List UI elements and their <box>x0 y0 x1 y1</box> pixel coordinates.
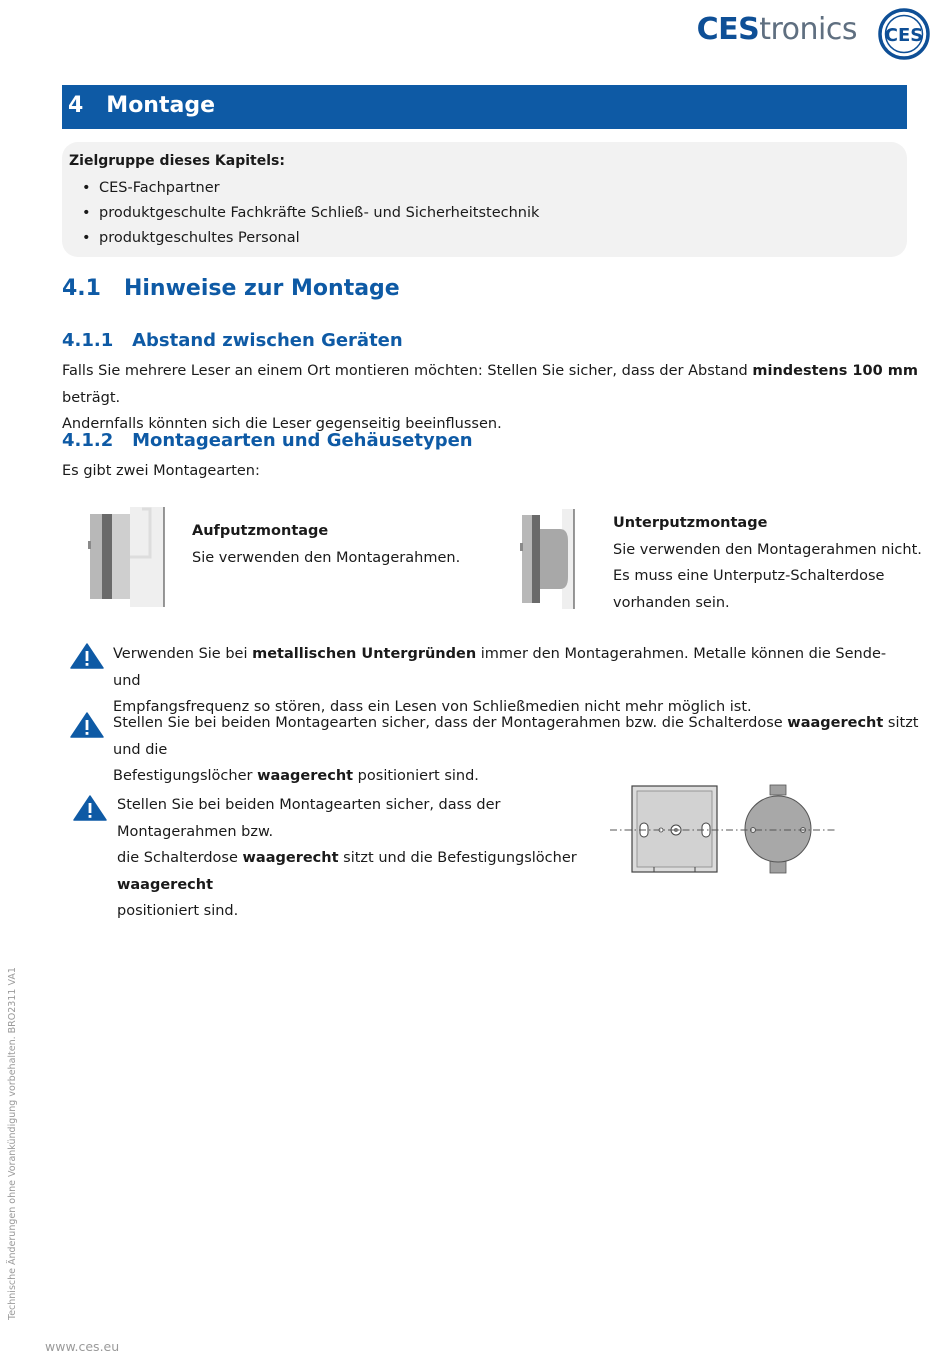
warning-triangle-icon <box>70 643 104 669</box>
footer-url: www.ces.eu <box>45 1339 120 1354</box>
warning-1-line-2: Empfangsfrequenz so stören, dass ein Lesen von Schließmedien nicht mehr möglich ist. <box>113 699 752 715</box>
bold-horizontal: waagerecht <box>117 876 214 893</box>
bold-distance: mindestens 100 mm <box>752 363 918 379</box>
svg-text:CES: CES <box>884 25 924 46</box>
text-span: Befestigungslöcher <box>113 768 258 784</box>
brand-logo-text <box>697 12 857 47</box>
brand-logo-rest: tronics <box>759 12 857 47</box>
warning-3-text <box>117 792 617 925</box>
text-span: immer den Montagerahmen. Metalle können die Sende- und <box>113 646 887 689</box>
bold-horizontal: waagerecht <box>787 715 884 731</box>
target-group-list <box>82 176 539 251</box>
flush-mount-line-2: Es muss eine Unterputz-Schalterdose <box>613 568 885 584</box>
text-span: Falls Sie mehrere Leser an einem Ort montieren möchten: Stellen Sie sicher, dass der Abstand <box>62 363 753 379</box>
target-group-heading: Zielgruppe dieses Kapitels: <box>69 153 285 169</box>
text-span: sitzt und die Befestigungslöcher <box>338 850 577 866</box>
flush-mount-title: Unterputzmontage <box>613 515 768 531</box>
brand-logo-bold: CES <box>696 12 760 47</box>
chapter-title-text: Montage <box>106 93 215 118</box>
ces-seal-logo-icon <box>878 8 930 60</box>
text-span: Verwenden Sie bei <box>113 646 253 662</box>
warning-3-line-1: Stellen Sie bei beiden Montagearten sicher, dass der Montagerahmen bzw. <box>117 797 501 840</box>
flush-mount-text <box>613 510 922 616</box>
text-span: beträgt. <box>62 389 121 406</box>
distance-line-2: Andernfalls könnten sich die Leser gegenseitig beeinflussen. <box>62 416 502 432</box>
section-title: Abstand zwischen Geräten <box>132 330 403 351</box>
section-number: 4.1 <box>62 276 101 301</box>
section-title: Hinweise zur Montage <box>123 276 400 301</box>
distance-paragraph <box>62 358 922 438</box>
text-span: die Schalterdose <box>117 850 243 866</box>
warning-1-text <box>113 641 913 721</box>
chapter-header-bar <box>62 85 907 129</box>
surface-mount-title: Aufputzmontage <box>192 523 329 539</box>
chapter-number: 4 <box>68 93 84 118</box>
vertical-disclaimer: Technische Änderungen ohne Vorankündigung vorbehalten. BRO2311 VA1 <box>7 967 18 1320</box>
distance-line-1 <box>62 358 922 411</box>
warning-2-text <box>113 710 933 790</box>
warning-3-line-2 <box>117 845 617 898</box>
flush-mount-line-1: Sie verwenden den Montagerahmen nicht. <box>613 541 922 558</box>
section-number: 4.1.1 <box>62 330 114 351</box>
warning-triangle-icon <box>70 712 104 738</box>
mount-types-intro: Es gibt zwei Montagearten: <box>62 463 260 479</box>
chapter-title <box>68 93 215 118</box>
warning-triangle-icon <box>73 795 107 821</box>
surface-mount-description: Sie verwenden den Montagerahmen. <box>192 549 461 566</box>
bold-horizontal: waagerecht <box>257 768 354 784</box>
section-heading-4-1-2 <box>62 430 473 451</box>
warning-2-line-1 <box>113 710 933 763</box>
list-item: • produktgeschulte Fachkräfte Schließ- und Sicherheitstechnik <box>82 201 539 226</box>
section-heading-4-1-1 <box>62 330 403 351</box>
surface-mount-text <box>192 518 460 571</box>
bold-metallic: metallischen Untergründen <box>252 646 477 662</box>
horizontal-alignment-illustration <box>610 783 836 875</box>
surface-mount-illustration <box>86 505 168 609</box>
section-title: Montagearten und Gehäusetypen <box>132 430 473 451</box>
flush-mount-illustration <box>518 507 580 611</box>
target-group-box <box>62 142 907 257</box>
text-span: Stellen Sie bei beiden Montagearten sicher, dass der Montagerahmen bzw. die Schalterdose <box>113 715 788 731</box>
warning-3-line-3: positioniert sind. <box>117 903 239 919</box>
list-item: • produktgeschultes Personal <box>82 226 539 251</box>
text-span: sitzt und die <box>113 715 919 758</box>
flush-mount-line-3: vorhanden sein. <box>613 594 730 611</box>
list-item: • CES-Fachpartner <box>82 176 539 201</box>
text-span: positioniert sind. <box>353 768 479 784</box>
section-heading-4-1 <box>62 276 400 301</box>
bold-horizontal: waagerecht <box>242 850 339 866</box>
warning-1-line-1 <box>113 641 913 694</box>
section-number: 4.1.2 <box>62 430 114 451</box>
